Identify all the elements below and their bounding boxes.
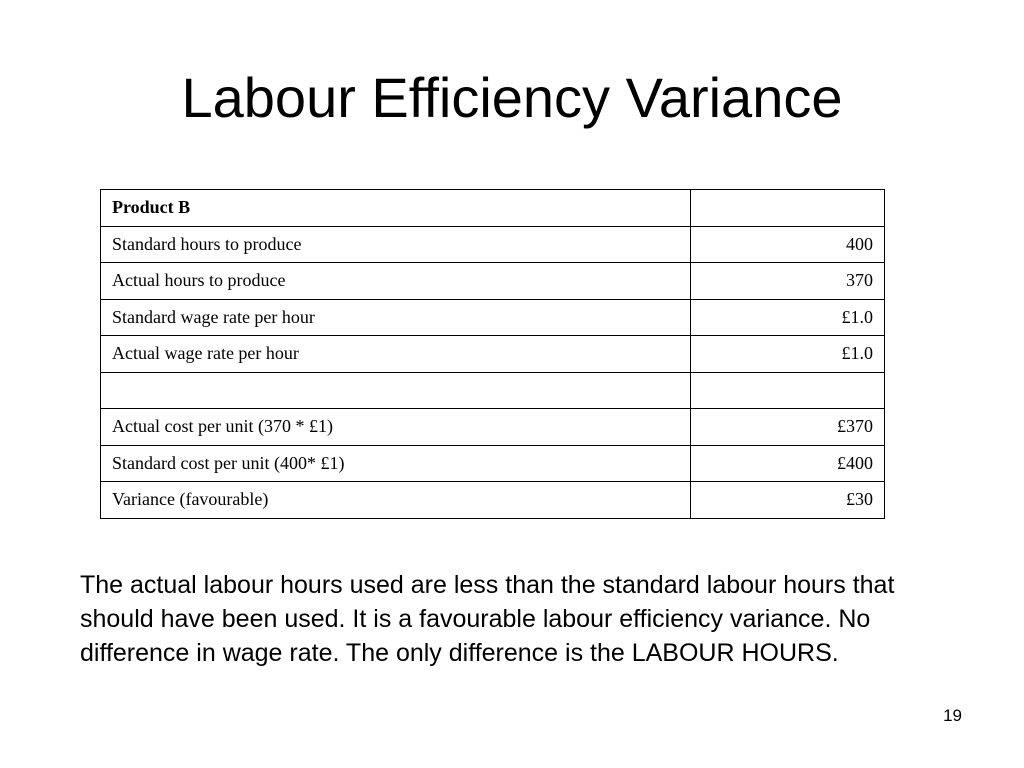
row-value: £1.0 bbox=[691, 299, 885, 336]
row-label: Variance (favourable) bbox=[101, 482, 691, 519]
row-label: Actual hours to produce bbox=[101, 263, 691, 300]
table-row bbox=[101, 226, 885, 263]
row-value bbox=[691, 372, 885, 409]
row-label: Standard wage rate per hour bbox=[101, 299, 691, 336]
table-row bbox=[101, 263, 885, 300]
table-row bbox=[101, 409, 885, 446]
variance-table bbox=[100, 189, 885, 519]
table-row bbox=[101, 445, 885, 482]
slide-title: Labour Efficiency Variance bbox=[181, 66, 843, 129]
row-label: Actual wage rate per hour bbox=[101, 336, 691, 373]
table-header-label: Product B bbox=[101, 190, 691, 227]
row-value: £1.0 bbox=[691, 336, 885, 373]
row-value: 370 bbox=[691, 263, 885, 300]
row-label: Standard hours to produce bbox=[101, 226, 691, 263]
table-row-empty bbox=[101, 372, 885, 409]
table-row bbox=[101, 299, 885, 336]
table-header-value bbox=[691, 190, 885, 227]
table-header-row bbox=[101, 190, 885, 227]
row-label bbox=[101, 372, 691, 409]
row-value: £400 bbox=[691, 445, 885, 482]
row-value: £30 bbox=[691, 482, 885, 519]
explanation-text: The actual labour hours used are less than the standard labour hours that should have been used. It is a favourable labour efficiency variance. No difference in wage rate. The only difference is the LABOUR HOURS. bbox=[80, 571, 895, 667]
table-row bbox=[101, 482, 885, 519]
slide-number: 19 bbox=[943, 706, 962, 725]
row-label: Actual cost per unit (370 * £1) bbox=[101, 409, 691, 446]
table-row bbox=[101, 336, 885, 373]
row-label: Standard cost per unit (400* £1) bbox=[101, 445, 691, 482]
row-value: £370 bbox=[691, 409, 885, 446]
row-value: 400 bbox=[691, 226, 885, 263]
